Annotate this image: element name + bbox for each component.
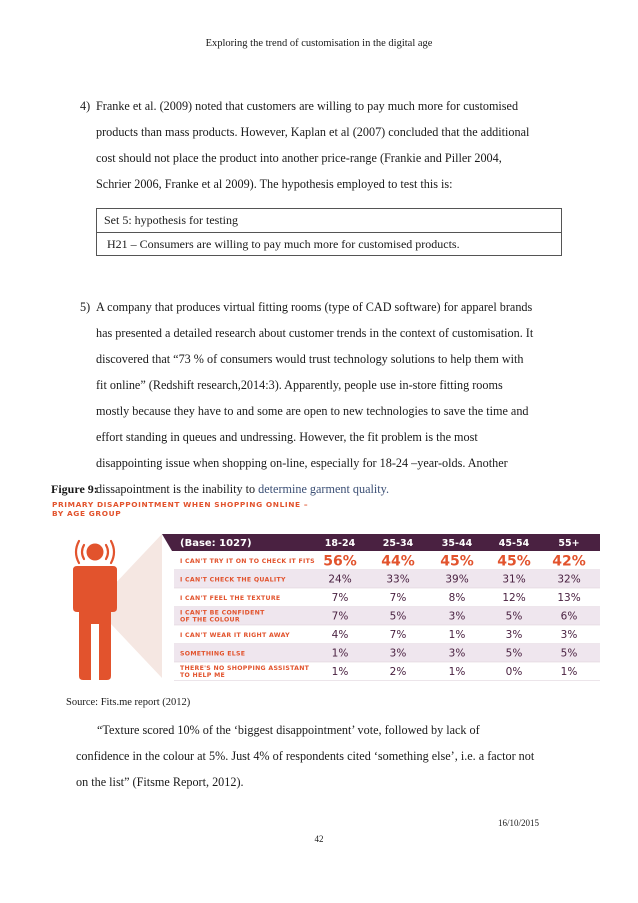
cell-value: 1% — [331, 666, 349, 678]
cell-value: 7% — [331, 610, 349, 623]
cell-value: 39% — [445, 573, 469, 586]
row-label: I CAN'T WEAR IT RIGHT AWAY — [180, 632, 290, 639]
cell-value: 3% — [448, 610, 466, 623]
footer-date: 16/10/2015 — [498, 818, 540, 828]
infographic-title — [52, 500, 342, 518]
cell-value: 13% — [557, 592, 581, 604]
cell-value: 1% — [331, 647, 349, 660]
quote-line: “Texture scored 10% of the ‘biggest disappointment’ vote, followed by lack of — [97, 723, 480, 737]
paragraph-line: has presented a detailed research about customer trends in the context of customisation. It — [96, 326, 534, 340]
paragraph-line: Schrier 2006, Franke et al 2009). The hypothesis employed to test this is: — [96, 177, 453, 191]
cell-value: 5% — [560, 647, 578, 660]
hypothesis-table — [96, 208, 562, 256]
cell-value: 45% — [497, 553, 531, 570]
cell-value: 1% — [448, 629, 466, 641]
cell-value: 2% — [389, 666, 407, 678]
cell-value: 5% — [505, 647, 523, 660]
paragraph-line: fit online” (Redshift research,2014:3). Apparently, people use in-store fitting rooms — [96, 378, 503, 392]
paragraph-line: products than mass products. However, Kaplan et al (2007) concluded that the additional — [96, 125, 530, 139]
cell-value: 5% — [389, 610, 407, 623]
base-label: (Base: 1027) — [180, 538, 252, 550]
quote-line: on the list” (Fitsme Report, 2012). — [76, 775, 244, 789]
age-column-header: 35-44 — [441, 538, 473, 550]
paragraph-line: discovered that “73 % of consumers would trust technology solutions to help them with — [96, 352, 524, 366]
cell-value: 4% — [331, 629, 349, 641]
row-label: I CAN'T TRY IT ON TO CHECK IT FITS — [180, 558, 315, 565]
cell-value: 0% — [505, 666, 523, 678]
item-4-number: 4) — [80, 99, 91, 113]
row-label: TO HELP ME — [180, 672, 226, 680]
disappointment-infographic — [50, 526, 606, 686]
paragraph-text: dissapointment is the inability to — [96, 482, 259, 496]
row-label: THERE'S NO SHOPPING ASSISTANT — [180, 665, 310, 672]
cell-value: 5% — [505, 610, 523, 623]
cell-value: 24% — [328, 573, 352, 586]
paragraph-line — [96, 476, 562, 502]
age-column-header: 45-54 — [498, 538, 530, 550]
cell-value: 1% — [560, 666, 578, 678]
cell-value: 3% — [448, 647, 466, 660]
cell-value: 44% — [381, 553, 415, 570]
cell-value: 6% — [560, 610, 578, 623]
figure-source: Source: Fits.me report (2012) — [66, 697, 191, 708]
cell-value: 1% — [448, 666, 466, 678]
age-column-header: 18-24 — [324, 538, 356, 550]
paragraph-line: effort standing in queues and undressing. However, the fit problem is the most — [96, 430, 478, 444]
age-column-header: 55+ — [558, 538, 580, 550]
person-icon — [73, 544, 117, 681]
cell-value: 45% — [440, 553, 474, 570]
item-5-number: 5) — [80, 300, 91, 314]
cell-value: 56% — [323, 553, 357, 570]
page-number: 42 — [314, 834, 324, 844]
row-label: I CAN'T BE CONFIDENT — [180, 609, 265, 617]
quote-paragraph — [76, 717, 576, 795]
row-label: I CAN'T CHECK THE QUALITY — [180, 576, 286, 584]
running-header: Exploring the trend of customisation in the digital age — [205, 38, 433, 49]
quote-line: confidence in the colour at 5%. Just 4% of respondents cited ‘something else’, i.e. a factor not — [76, 749, 535, 763]
cell-value: 7% — [331, 592, 349, 604]
hypothesis-text: H21 – Consumers are willing to pay much more for customised products. — [107, 237, 460, 251]
row-label: SOMETHING ELSE — [180, 650, 246, 658]
cell-value: 42% — [552, 553, 586, 570]
infographic-table — [162, 534, 600, 681]
garment-quality-link[interactable]: determine garment quality. — [258, 482, 390, 496]
row-label: I CAN'T FEEL THE TEXTURE — [180, 595, 281, 602]
cell-value: 3% — [389, 647, 407, 660]
item-4-paragraph — [96, 93, 562, 197]
paragraph-line: Franke et al. (2009) noted that customers are willing to pay much more for customised — [96, 99, 519, 113]
infographic-title-line: BY AGE GROUP — [52, 509, 122, 518]
paragraph-line: cost should not place the product into another price-range (Frankie and Piller 2004, — [96, 151, 502, 165]
age-column-header: 25-34 — [382, 538, 414, 550]
hypothesis-heading: Set 5: hypothesis for testing — [97, 209, 561, 233]
cell-value: 7% — [389, 629, 407, 641]
cell-value: 3% — [560, 629, 578, 641]
cell-value: 12% — [502, 592, 526, 604]
infographic-title-line: PRIMARY DISAPPOINTMENT WHEN SHOPPING ONLINE – — [52, 500, 309, 509]
item-5-paragraph — [96, 294, 562, 502]
cell-value: 7% — [389, 592, 407, 604]
figure-label: Figure 9: — [51, 482, 98, 496]
paragraph-line: disappointing issue when shopping on-line, especially for 18-24 –year-olds. Another — [96, 456, 508, 470]
cell-value: 8% — [448, 592, 466, 604]
paragraph-line: A company that produces virtual fitting rooms (type of CAD software) for apparel brands — [96, 300, 533, 314]
cell-value: 33% — [386, 573, 410, 586]
cell-value: 31% — [502, 573, 526, 586]
paragraph-line: mostly because they have to and some are open to new technologies to save the time and — [96, 404, 529, 418]
cell-value: 32% — [557, 573, 581, 586]
cell-value: 3% — [505, 629, 523, 641]
row-label: OF THE COLOUR — [180, 616, 240, 624]
